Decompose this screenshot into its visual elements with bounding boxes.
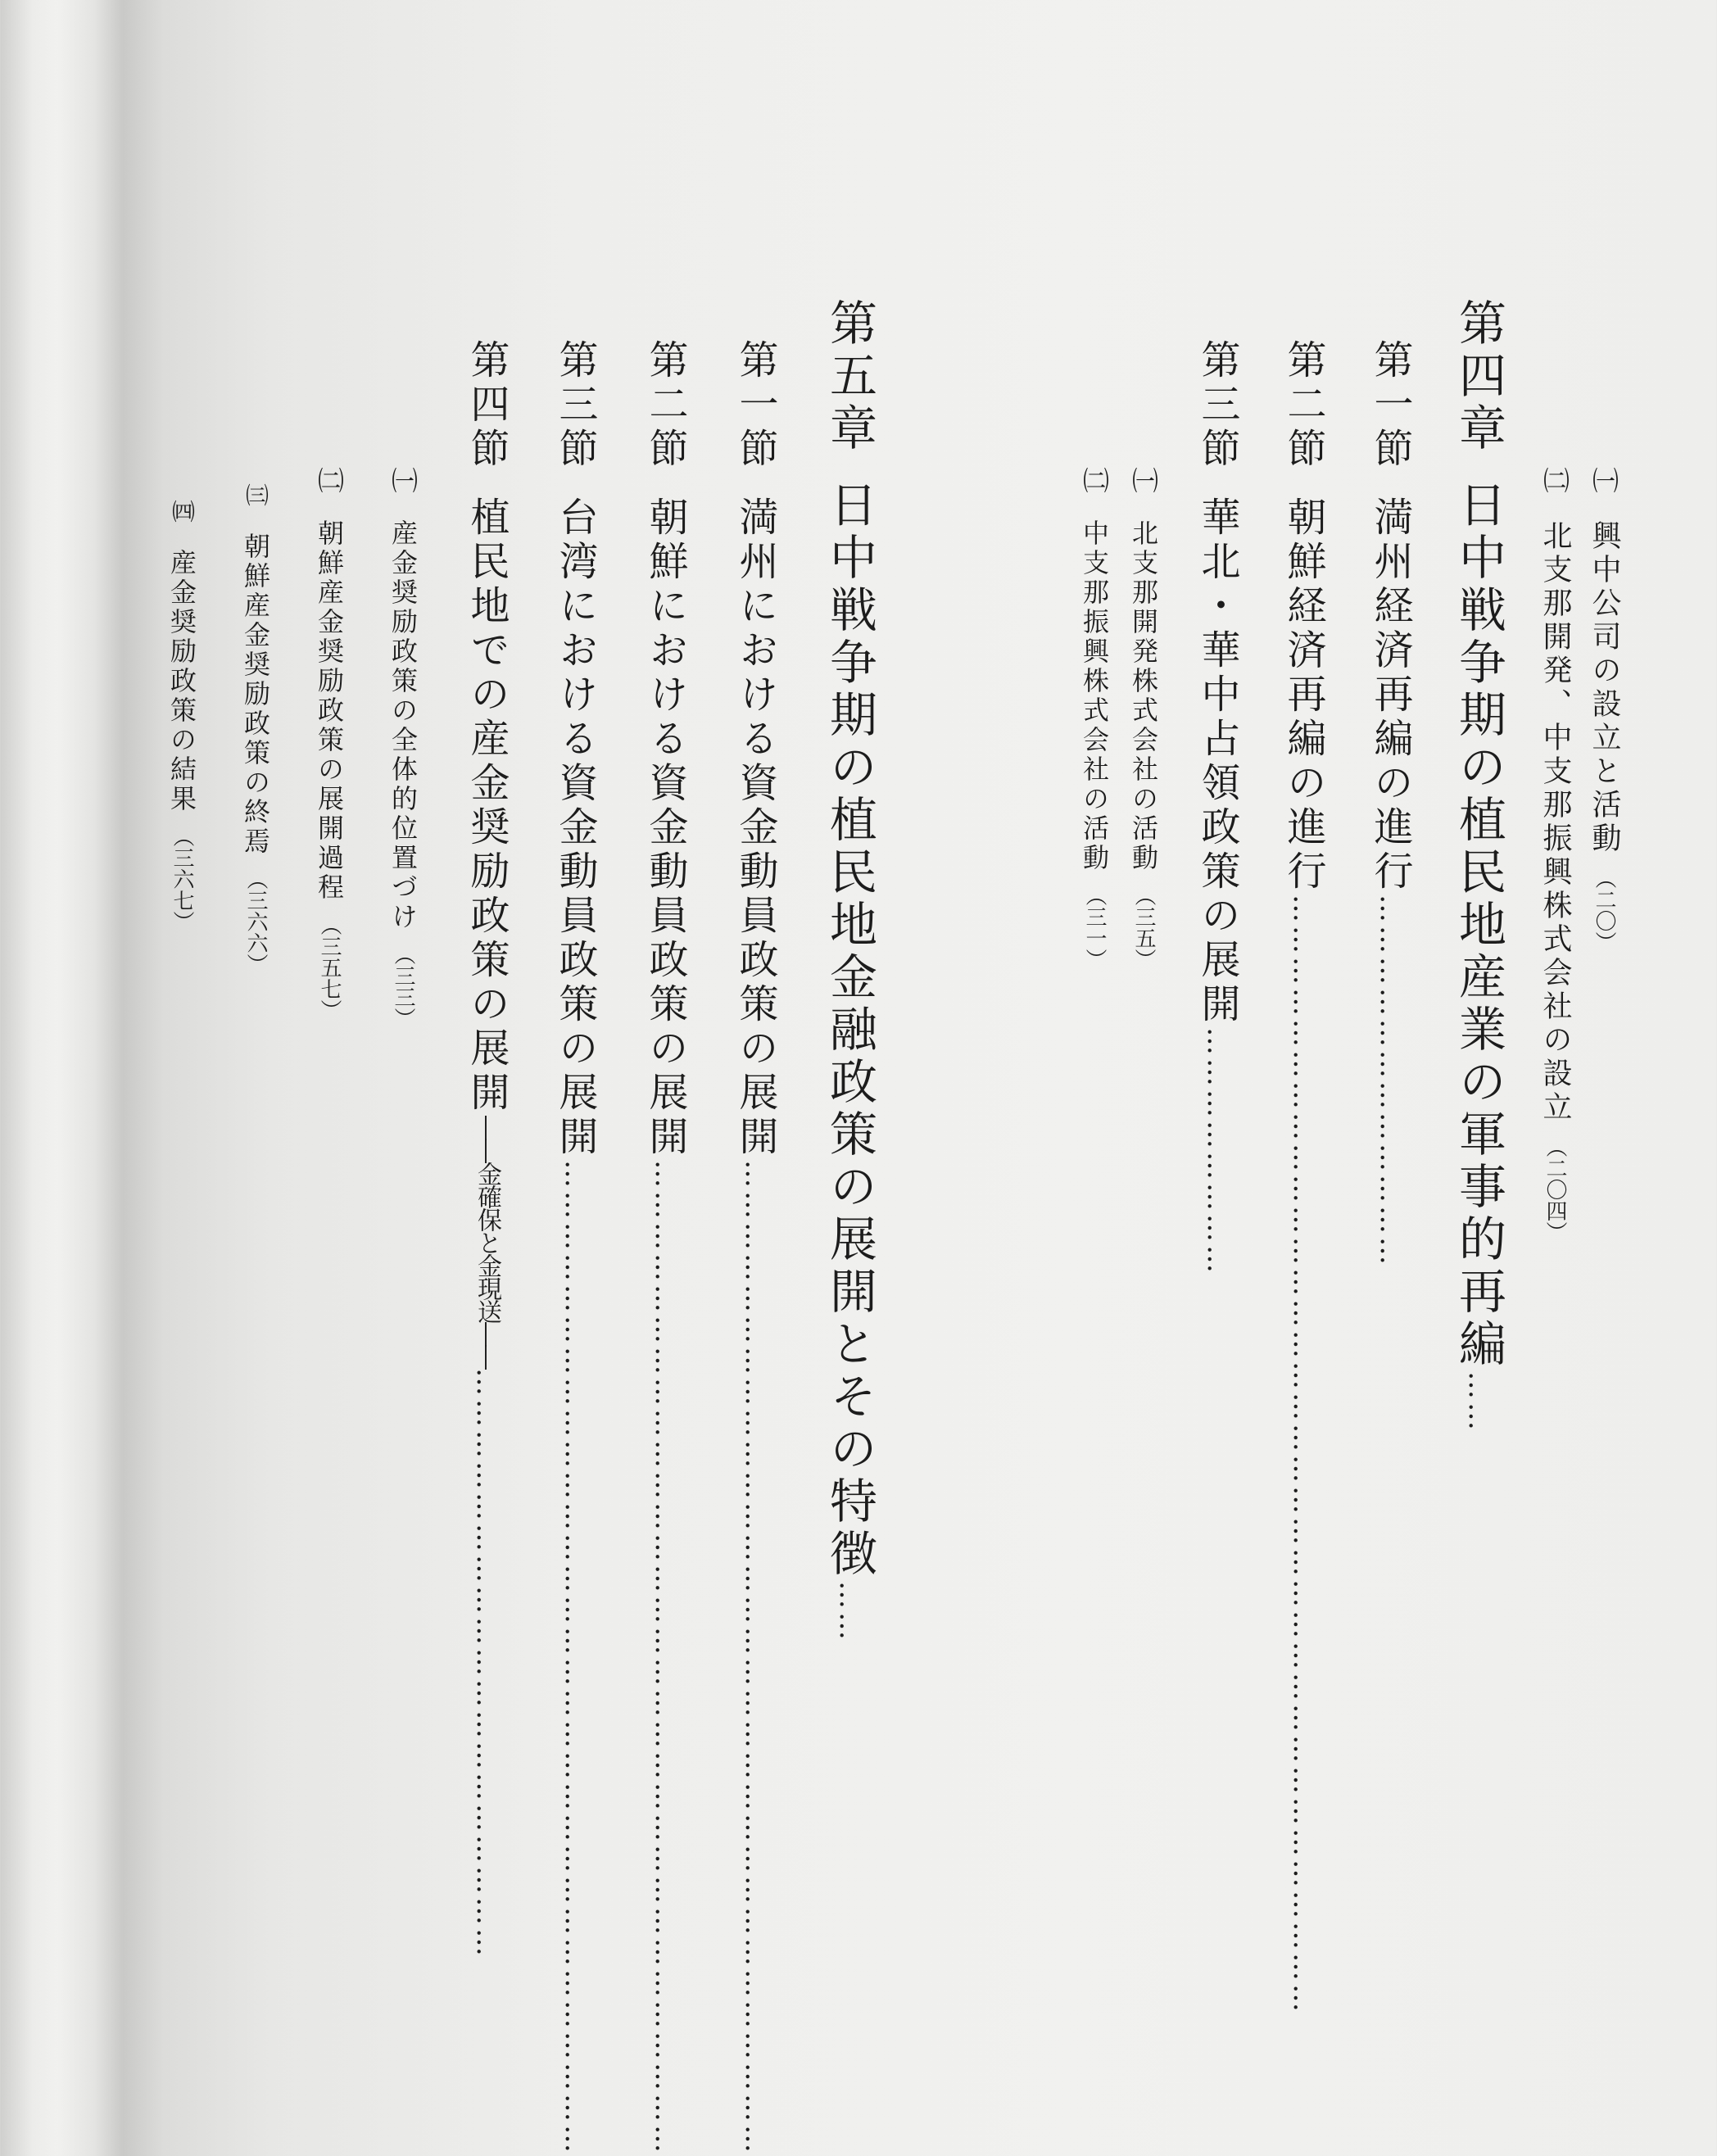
item-title: 産金奨励政策の結果 — [166, 549, 197, 814]
leader-dots: …………………………………………………………………………………… — [649, 1160, 682, 2156]
leader-dots: …………………………………………………………………………………… — [739, 1160, 772, 2156]
item-number: ㈠ — [1128, 467, 1159, 496]
toc-item-chosen-sankin-tenkai — [314, 467, 345, 1021]
toc-chapter-4 — [1451, 298, 1506, 1434]
section-label: 第一節 — [1367, 339, 1413, 472]
toc-section-4-3 — [1194, 339, 1240, 1276]
item-number: ㈡ — [1079, 467, 1110, 496]
chapter-label: 第四章 — [1451, 298, 1506, 455]
item-page: （三六七） — [170, 826, 194, 932]
section-label: 第三節 — [1194, 339, 1240, 472]
toc-item-sankin-kekka — [166, 500, 197, 932]
item-page: （三一） — [1082, 885, 1107, 970]
section-label: 第四節 — [464, 339, 510, 472]
item-number: ㈠ — [387, 467, 419, 496]
item-number: ㈢ — [242, 483, 270, 510]
toc-section-4-2 — [1280, 339, 1326, 2015]
item-number: ㈡ — [1539, 467, 1570, 497]
section-title: 華北・華中占領政策の展開 — [1194, 496, 1240, 1027]
item-page: （三五） — [1131, 885, 1156, 970]
item-number: ㈠ — [1588, 467, 1620, 497]
toc-item-kochu-koshi — [1589, 467, 1619, 953]
item-page: （二〇） — [1592, 867, 1616, 953]
item-number: ㈡ — [314, 467, 345, 496]
leader-dots: …… — [833, 1581, 866, 1643]
section-title: 朝鮮経済再編の進行 — [1280, 496, 1326, 895]
section-label: 第二節 — [642, 339, 688, 472]
section-title: 朝鮮における資金動員政策の展開 — [642, 496, 688, 1160]
toc-item-sankin-ichizuke — [387, 467, 419, 1029]
leader-dots: …… — [1462, 1371, 1495, 1434]
section-title: 植民地での産金奨励政策の展開 — [464, 496, 510, 1116]
leader-dots: …………………… — [1201, 1027, 1234, 1276]
section-title: 満州経済再編の進行 — [1367, 496, 1413, 895]
leader-dots: ……………………………………………………………………………………………… — [1287, 895, 1320, 2015]
section-title: 台湾における資金動員政策の展開 — [552, 496, 598, 1160]
leader-dots: ……………………………… — [1374, 895, 1407, 1268]
item-page: （三五七） — [317, 914, 342, 1021]
chapter-title: 日中戦争期の植民地産業の軍事的再編 — [1451, 480, 1506, 1371]
toc-item-nakashina-shinko-katsudo — [1081, 467, 1108, 970]
toc-section-5-3 — [552, 339, 598, 2156]
item-title: 中支那振興株式会社の活動 — [1079, 519, 1110, 873]
item-title: 興中公司の設立と活動 — [1588, 520, 1621, 856]
toc-section-5-2 — [642, 339, 688, 2156]
toc-chapter-5 — [822, 298, 877, 1643]
leader-dots: …………………………………………………………………………………… — [559, 1160, 591, 2156]
item-title: 産金奨励政策の全体的位置づけ — [387, 519, 419, 932]
item-page: （三三） — [391, 944, 415, 1029]
toc-item-kitashina-kaihatsu-katsudo — [1130, 467, 1157, 970]
item-number: ㈣ — [169, 500, 196, 526]
item-page: （三六六） — [243, 868, 268, 975]
section-title: 満州における資金動員政策の展開 — [732, 496, 778, 1160]
chapter-title: 日中戦争期の植民地金融政策の展開とその特徴 — [822, 480, 877, 1581]
section-subtitle: ――金確保と金現送―― — [473, 1116, 501, 1368]
toc-section-5-1 — [732, 339, 778, 2156]
toc-item-kitashina-kaihatsu-setsuritsu — [1540, 467, 1570, 1243]
section-label: 第三節 — [552, 339, 598, 472]
item-title: 北支那開発株式会社の活動 — [1128, 519, 1159, 873]
section-label: 第二節 — [1280, 339, 1326, 472]
toc-section-4-1 — [1367, 339, 1413, 1268]
chapter-label: 第五章 — [822, 298, 877, 455]
section-label: 第一節 — [732, 339, 778, 472]
item-title: 北支那開発、中支那振興株式会社の設立 — [1538, 520, 1572, 1125]
toc-section-5-4 — [464, 339, 510, 1959]
item-page: （二〇四） — [1543, 1136, 1567, 1243]
toc-item-chosen-sankin-shuen — [242, 483, 269, 975]
item-title: 朝鮮産金奨励政策の終焉 — [240, 532, 271, 857]
leader-dots: ………………………………………………… — [470, 1368, 503, 1959]
item-title: 朝鮮産金奨励政策の展開過程 — [314, 519, 345, 903]
